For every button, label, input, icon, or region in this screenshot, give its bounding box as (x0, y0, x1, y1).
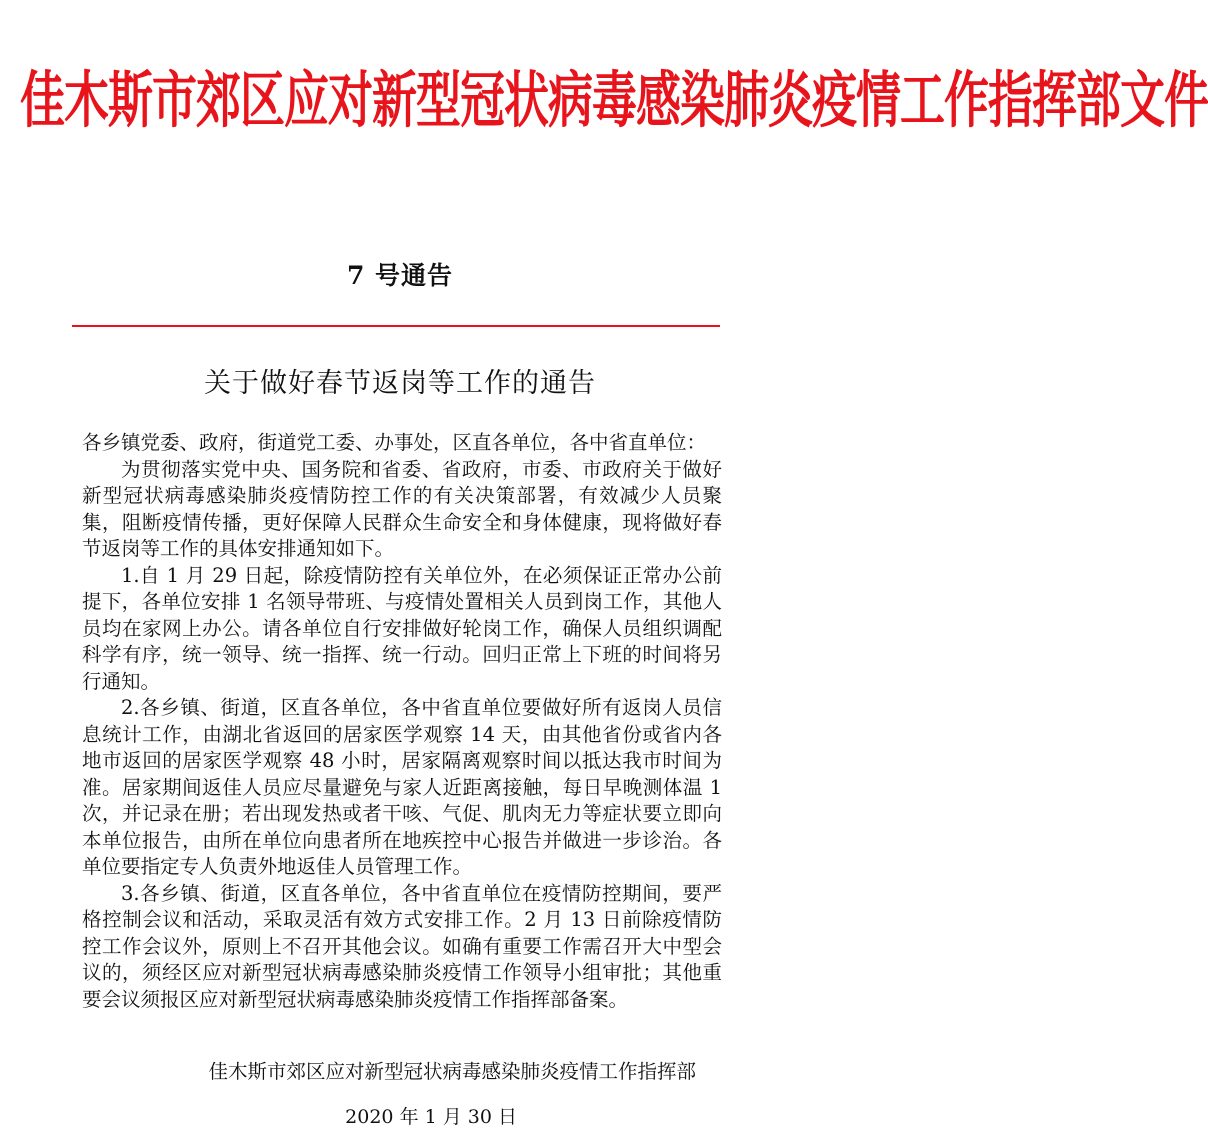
issue-date: 2020 年 1 月 30 日 (345, 1106, 517, 1128)
item-1-paragraph: 1.自 1 月 29 日起，除疫情防控有关单位外，在必须保证正常办公前提下，各单位安排 1 名领导带班、与疫情处置相关人员到岗工作，其他人员均在家网上办公。请各单位自行安排做好轮岗工作，确保人员组织调配科学有序，统一领导、统一指挥、统一行动。回归正常上下班的时间将另行通知。 (82, 563, 722, 693)
item-2-paragraph: 2.各乡镇、街道，区直各单位，各中省直单位要做好所有返岗人员信息统计工作，由湖北省返回的居家医学观察 14 天，由其他省份或省内各地市返回的居家医学观察 48 小时，居家隔离观察时间以抵达我市时间为准。居家期间返佳人员应尽量避免与家人近距离接触，每日早晚测体温 1 次，并记录在册；若出现发热或者干咳、气促、肌肉无力等症状要立即向本单位报告，由所在单位向患者所在地疾控中心报告并做进一步诊治。各单位要指定专人负责外地返佳人员管理工作。 (82, 696, 722, 878)
notice-title: 关于做好春节返岗等工作的通告 (204, 368, 596, 399)
issuer-header: 佳木斯市郊区应对新型冠状病毒感染肺炎疫情工作指挥部文件 (20, 64, 1208, 136)
intro-paragraph: 为贯彻落实党中央、国务院和省委、省政府，市委、市政府关于做好新型冠状病毒感染肺炎疫情防控工作的有关决策部署，有效减少人员聚集，阻断疫情传播，更好保障人民群众生命安全和身体健康，现将做好春节返岗等工作的具体安排通知如下。 (82, 457, 722, 560)
notice-body (82, 430, 722, 1013)
document-number: 7 号通告 (346, 261, 454, 290)
issuer-signature: 佳木斯市郊区应对新型冠状病毒感染肺炎疫情工作指挥部 (208, 1060, 696, 1083)
red-divider-line (72, 325, 720, 327)
item-3-paragraph: 3.各乡镇、街道，区直各单位，各中省直单位在疫情防控期间，要严格控制会议和活动，采取灵活有效方式安排工作。2 月 13 日前除疫情防控工作会议外，原则上不召开其他会议。如确有重要工作需召开大中型会议的，须经区应对新型冠状病毒感染肺炎疫情工作领导小组审批；其他重要会议须报区应对新型冠状病毒感染肺炎疫情工作指挥部备案。 (82, 881, 722, 1011)
salutation: 各乡镇党委、政府，街道党工委、办事处，区直各单位，各中省直单位： (82, 431, 707, 454)
